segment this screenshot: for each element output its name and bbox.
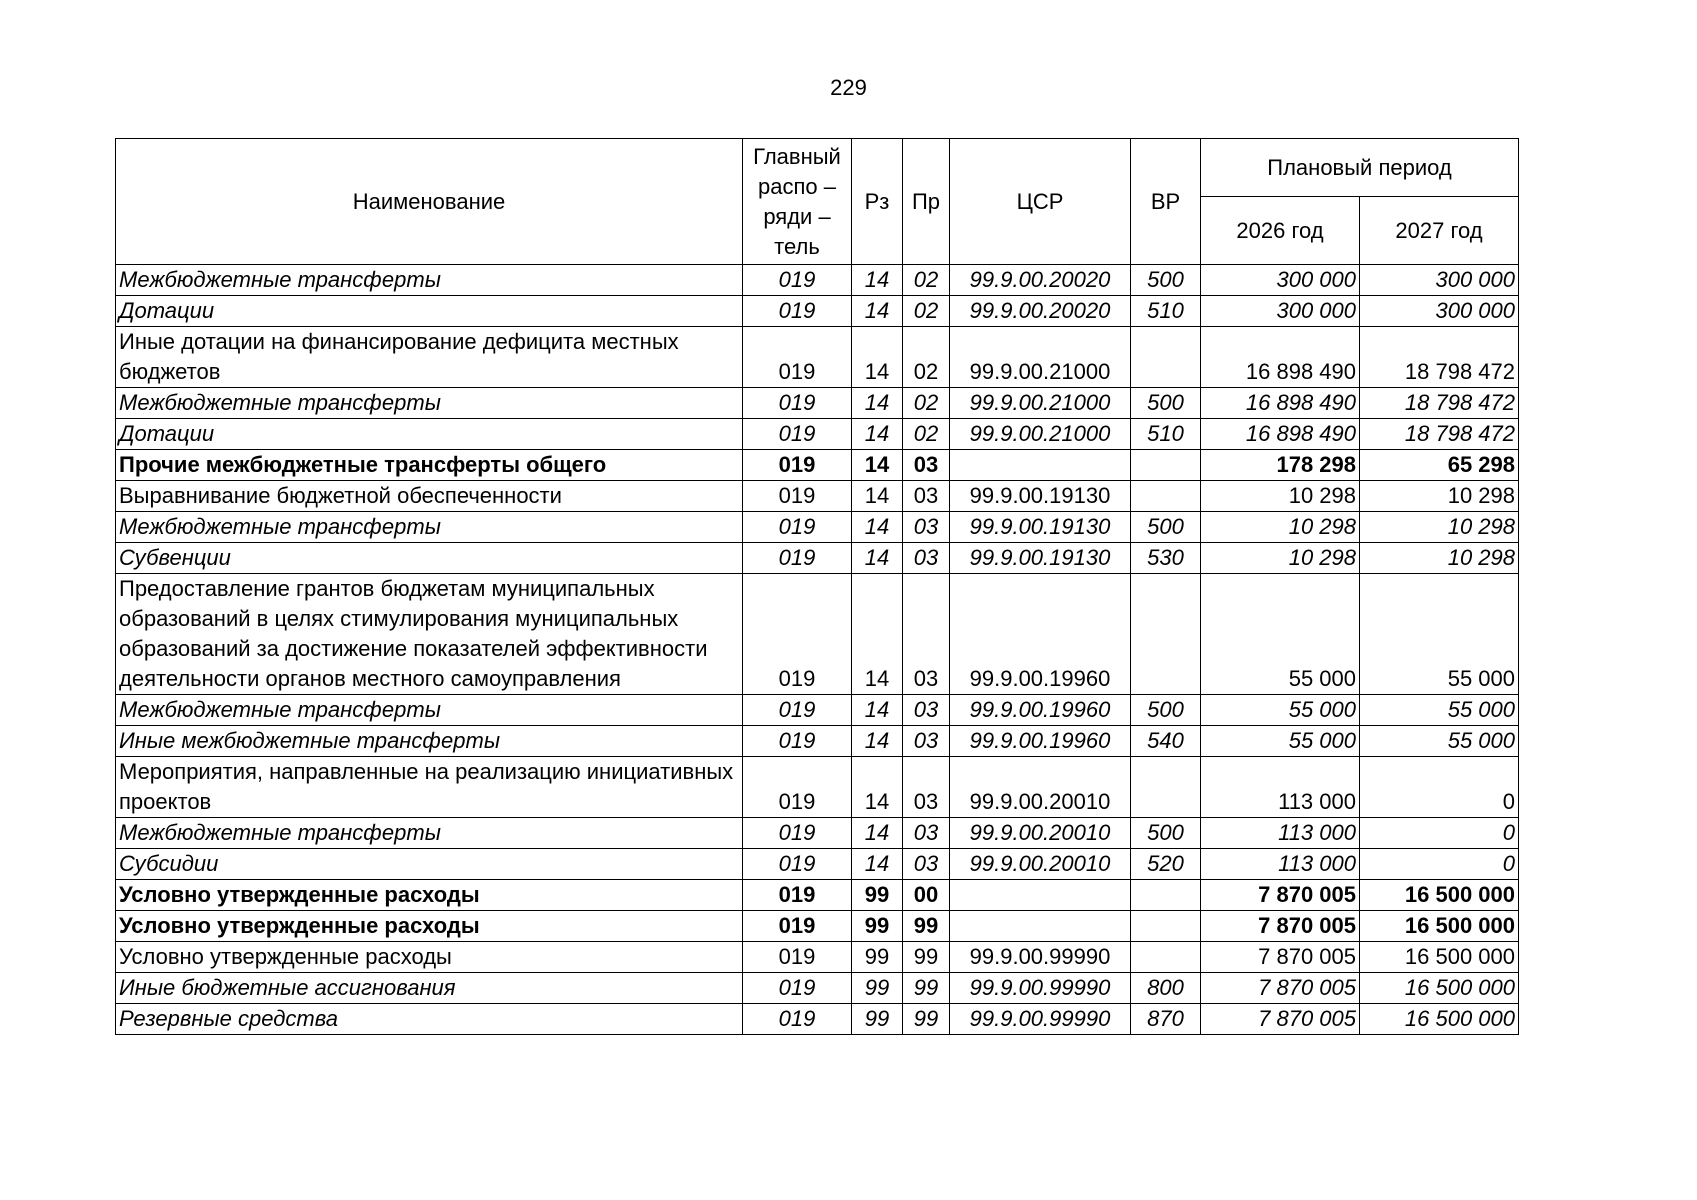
cell-2027: 55 000: [1360, 695, 1519, 726]
cell-pr: 99: [903, 973, 950, 1004]
cell-csr: 99.9.00.20010: [950, 849, 1131, 880]
cell-rz: 14: [852, 695, 903, 726]
table-row: [116, 512, 1519, 543]
cell-grbs: 019: [743, 1004, 852, 1035]
cell-name: Дотации: [116, 296, 743, 327]
cell-pr: 99: [903, 911, 950, 942]
cell-csr: 99.9.00.20010: [950, 757, 1131, 818]
cell-vr: 870: [1131, 1004, 1201, 1035]
cell-name: Субсидии: [116, 849, 743, 880]
cell-vr: 500: [1131, 695, 1201, 726]
cell-rz: 14: [852, 574, 903, 695]
header-name: Наименование: [116, 139, 743, 265]
table-row: [116, 818, 1519, 849]
cell-pr: 99: [903, 1004, 950, 1035]
cell-rz: 99: [852, 942, 903, 973]
table-row: [116, 419, 1519, 450]
cell-name: Иные дотации на финансирование дефицита местных бюджетов: [116, 327, 743, 388]
cell-vr: 500: [1131, 265, 1201, 296]
cell-grbs: 019: [743, 942, 852, 973]
cell-2027: 16 500 000: [1360, 973, 1519, 1004]
cell-pr: 03: [903, 543, 950, 574]
cell-grbs: 019: [743, 574, 852, 695]
cell-vr: 540: [1131, 726, 1201, 757]
cell-2026: 16 898 490: [1201, 327, 1360, 388]
cell-csr: 99.9.00.20020: [950, 296, 1131, 327]
cell-rz: 14: [852, 265, 903, 296]
cell-grbs: 019: [743, 388, 852, 419]
cell-2027: 55 000: [1360, 726, 1519, 757]
cell-rz: 14: [852, 757, 903, 818]
cell-csr: [950, 450, 1131, 481]
cell-2026: 113 000: [1201, 849, 1360, 880]
table-row: [116, 695, 1519, 726]
cell-2027: 10 298: [1360, 512, 1519, 543]
cell-2026: 16 898 490: [1201, 388, 1360, 419]
cell-2026: 7 870 005: [1201, 1004, 1360, 1035]
cell-2026: 300 000: [1201, 265, 1360, 296]
cell-csr: [950, 880, 1131, 911]
cell-grbs: 019: [743, 296, 852, 327]
cell-2026: 10 298: [1201, 512, 1360, 543]
cell-rz: 99: [852, 973, 903, 1004]
table-row: [116, 726, 1519, 757]
cell-grbs: 019: [743, 757, 852, 818]
cell-csr: 99.9.00.19130: [950, 512, 1131, 543]
header-plan-period: Плановый период: [1201, 139, 1519, 197]
cell-csr: 99.9.00.19130: [950, 543, 1131, 574]
cell-2026: 7 870 005: [1201, 942, 1360, 973]
cell-vr: [1131, 880, 1201, 911]
cell-vr: 800: [1131, 973, 1201, 1004]
cell-vr: 510: [1131, 419, 1201, 450]
cell-name: Межбюджетные трансферты: [116, 512, 743, 543]
table-row: [116, 911, 1519, 942]
cell-pr: 03: [903, 512, 950, 543]
cell-vr: 520: [1131, 849, 1201, 880]
cell-2026: 7 870 005: [1201, 880, 1360, 911]
cell-2026: 7 870 005: [1201, 973, 1360, 1004]
cell-name: Предоставление грантов бюджетам муниципальных образований в целях стимулирования муниципальных образований за достижение показателей эффективности деятельности органов местного самоуправления: [116, 574, 743, 695]
cell-csr: 99.9.00.99990: [950, 973, 1131, 1004]
cell-csr: 99.9.00.20020: [950, 265, 1131, 296]
cell-grbs: 019: [743, 695, 852, 726]
cell-pr: 03: [903, 450, 950, 481]
cell-pr: 02: [903, 327, 950, 388]
cell-vr: 500: [1131, 818, 1201, 849]
cell-rz: 14: [852, 818, 903, 849]
cell-name: Субвенции: [116, 543, 743, 574]
cell-2026: 55 000: [1201, 695, 1360, 726]
cell-vr: [1131, 757, 1201, 818]
cell-grbs: 019: [743, 543, 852, 574]
table-row: [116, 327, 1519, 388]
cell-vr: [1131, 450, 1201, 481]
page-number: 229: [830, 75, 867, 100]
table-row: [116, 543, 1519, 574]
cell-2027: 10 298: [1360, 543, 1519, 574]
cell-pr: 00: [903, 880, 950, 911]
header-year-2026: 2026 год: [1201, 197, 1360, 265]
cell-name: Дотации: [116, 419, 743, 450]
cell-rz: 14: [852, 543, 903, 574]
cell-grbs: 019: [743, 265, 852, 296]
cell-rz: 14: [852, 296, 903, 327]
table-row: [116, 481, 1519, 512]
cell-pr: 03: [903, 695, 950, 726]
cell-2026: 16 898 490: [1201, 419, 1360, 450]
cell-vr: 530: [1131, 543, 1201, 574]
table-row: [116, 265, 1519, 296]
cell-grbs: 019: [743, 818, 852, 849]
header-vr: ВР: [1131, 139, 1201, 265]
table-row: [116, 973, 1519, 1004]
cell-rz: 14: [852, 849, 903, 880]
table-row: [116, 942, 1519, 973]
cell-rz: 14: [852, 388, 903, 419]
cell-vr: [1131, 574, 1201, 695]
cell-name: Условно утвержденные расходы: [116, 942, 743, 973]
cell-pr: 02: [903, 388, 950, 419]
cell-rz: 14: [852, 481, 903, 512]
cell-name: Межбюджетные трансферты: [116, 388, 743, 419]
cell-name: Иные межбюджетные трансферты: [116, 726, 743, 757]
cell-name: Выравнивание бюджетной обеспеченности: [116, 481, 743, 512]
cell-2027: 300 000: [1360, 265, 1519, 296]
cell-2027: 18 798 472: [1360, 327, 1519, 388]
header-rz: Рз: [852, 139, 903, 265]
cell-2027: 16 500 000: [1360, 880, 1519, 911]
cell-name: Межбюджетные трансферты: [116, 818, 743, 849]
cell-pr: 02: [903, 265, 950, 296]
cell-csr: 99.9.00.21000: [950, 419, 1131, 450]
cell-pr: 02: [903, 419, 950, 450]
cell-rz: 99: [852, 880, 903, 911]
table-row: [116, 880, 1519, 911]
table-row: [116, 849, 1519, 880]
cell-pr: 02: [903, 296, 950, 327]
cell-vr: [1131, 942, 1201, 973]
cell-2027: 0: [1360, 818, 1519, 849]
cell-2027: 18 798 472: [1360, 419, 1519, 450]
header-grbs: Главный распо – ряди – тель: [743, 139, 852, 265]
cell-vr: [1131, 327, 1201, 388]
header-pr: Пр: [903, 139, 950, 265]
cell-2026: 10 298: [1201, 543, 1360, 574]
cell-2027: 0: [1360, 757, 1519, 818]
cell-rz: 99: [852, 1004, 903, 1035]
cell-2026: 7 870 005: [1201, 911, 1360, 942]
cell-name: Межбюджетные трансферты: [116, 265, 743, 296]
cell-pr: 03: [903, 757, 950, 818]
cell-grbs: 019: [743, 327, 852, 388]
table-row: [116, 757, 1519, 818]
cell-csr: 99.9.00.99990: [950, 942, 1131, 973]
cell-pr: 03: [903, 574, 950, 695]
cell-pr: 99: [903, 942, 950, 973]
cell-2026: 55 000: [1201, 574, 1360, 695]
cell-csr: 99.9.00.99990: [950, 1004, 1131, 1035]
cell-grbs: 019: [743, 880, 852, 911]
cell-2026: 178 298: [1201, 450, 1360, 481]
cell-2027: 18 798 472: [1360, 388, 1519, 419]
cell-name: Прочие межбюджетные трансферты общего: [116, 450, 743, 481]
cell-csr: 99.9.00.19960: [950, 574, 1131, 695]
cell-2027: 0: [1360, 849, 1519, 880]
table-header: [116, 139, 1519, 265]
cell-2027: 300 000: [1360, 296, 1519, 327]
cell-grbs: 019: [743, 450, 852, 481]
budget-table: [115, 138, 1519, 1035]
cell-pr: 03: [903, 481, 950, 512]
header-year-2027: 2027 год: [1360, 197, 1519, 265]
cell-vr: [1131, 481, 1201, 512]
cell-pr: 03: [903, 818, 950, 849]
cell-vr: 500: [1131, 388, 1201, 419]
cell-rz: 14: [852, 726, 903, 757]
table-row: [116, 1004, 1519, 1035]
table-row: [116, 388, 1519, 419]
cell-name: Условно утвержденные расходы: [116, 911, 743, 942]
cell-grbs: 019: [743, 973, 852, 1004]
cell-csr: [950, 911, 1131, 942]
cell-2027: 16 500 000: [1360, 911, 1519, 942]
cell-grbs: 019: [743, 911, 852, 942]
cell-grbs: 019: [743, 849, 852, 880]
cell-grbs: 019: [743, 419, 852, 450]
cell-grbs: 019: [743, 481, 852, 512]
cell-name: Межбюджетные трансферты: [116, 695, 743, 726]
table-row: [116, 574, 1519, 695]
cell-csr: 99.9.00.21000: [950, 388, 1131, 419]
cell-csr: 99.9.00.20010: [950, 818, 1131, 849]
cell-2027: 10 298: [1360, 481, 1519, 512]
cell-2026: 300 000: [1201, 296, 1360, 327]
cell-name: Условно утвержденные расходы: [116, 880, 743, 911]
cell-vr: [1131, 911, 1201, 942]
cell-rz: 14: [852, 450, 903, 481]
cell-2026: 55 000: [1201, 726, 1360, 757]
cell-2027: 55 000: [1360, 574, 1519, 695]
table-body: [116, 265, 1519, 1035]
cell-2027: 65 298: [1360, 450, 1519, 481]
cell-vr: 500: [1131, 512, 1201, 543]
cell-rz: 14: [852, 512, 903, 543]
cell-2026: 113 000: [1201, 757, 1360, 818]
header-csr: ЦСР: [950, 139, 1131, 265]
cell-2026: 113 000: [1201, 818, 1360, 849]
cell-2027: 16 500 000: [1360, 1004, 1519, 1035]
cell-grbs: 019: [743, 512, 852, 543]
cell-csr: 99.9.00.21000: [950, 327, 1131, 388]
cell-vr: 510: [1131, 296, 1201, 327]
cell-pr: 03: [903, 849, 950, 880]
cell-2027: 16 500 000: [1360, 942, 1519, 973]
table-row: [116, 296, 1519, 327]
cell-csr: 99.9.00.19960: [950, 695, 1131, 726]
table-row: [116, 450, 1519, 481]
cell-grbs: 019: [743, 726, 852, 757]
cell-2026: 10 298: [1201, 481, 1360, 512]
cell-csr: 99.9.00.19130: [950, 481, 1131, 512]
cell-pr: 03: [903, 726, 950, 757]
cell-name: Иные бюджетные ассигнования: [116, 973, 743, 1004]
cell-rz: 99: [852, 911, 903, 942]
cell-rz: 14: [852, 327, 903, 388]
cell-name: Мероприятия, направленные на реализацию инициативных проектов: [116, 757, 743, 818]
cell-rz: 14: [852, 419, 903, 450]
cell-name: Резервные средства: [116, 1004, 743, 1035]
cell-csr: 99.9.00.19960: [950, 726, 1131, 757]
